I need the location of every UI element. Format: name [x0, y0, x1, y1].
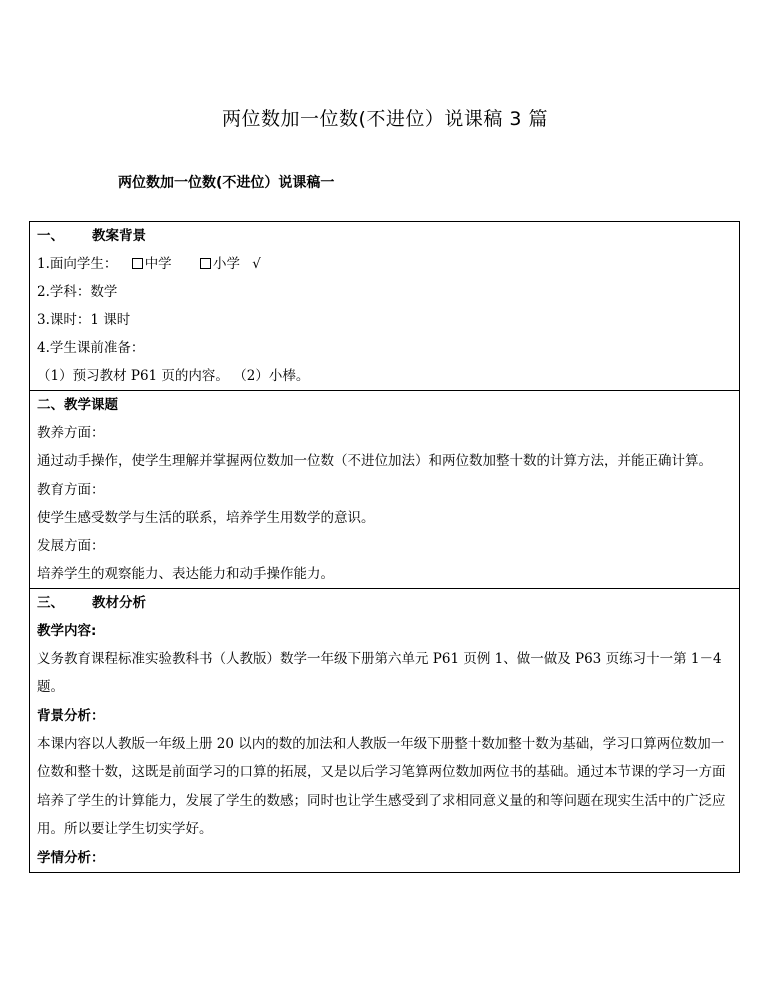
section-number: 一、 — [37, 228, 64, 244]
learning-label: 学情分析： — [37, 849, 105, 866]
section-analysis — [30, 588, 739, 872]
content-label: 教学内容: — [37, 622, 97, 639]
section-topic — [30, 390, 739, 588]
section-number: 三、 — [37, 594, 64, 611]
section-heading: 二、教学课题 — [37, 397, 118, 413]
background-label: 背景分析： — [37, 707, 105, 724]
option-middle-school[interactable] — [132, 256, 172, 272]
section-heading — [37, 589, 731, 617]
students-row — [37, 250, 731, 278]
option-primary-school[interactable] — [200, 256, 240, 272]
document-title: 两位数加一位数(不进位）说课稿 3 篇 — [221, 108, 549, 130]
checkbox-primary-school[interactable] — [200, 258, 211, 269]
option-middle-label: 中学 — [144, 256, 172, 272]
teach-text: 通过动手操作，使学生理解并掌握两位数加一位数（不进位加法）和两位数加整十数的计算方法，并能正确计算。 — [37, 453, 712, 469]
students-label: 1.面向学生： — [37, 256, 118, 272]
edu-text: 使学生感受数学与生活的联系，培养学生用数学的意识。 — [37, 509, 375, 526]
checkbox-middle-school[interactable] — [132, 258, 143, 269]
option-primary-label: 小学 — [212, 256, 240, 272]
edu-label: 教育方面： — [37, 481, 105, 498]
dev-label: 发展方面： — [37, 537, 105, 554]
section-title: 教案背景 — [92, 228, 146, 244]
dev-text: 培养学生的观察能力、表达能力和动手操作能力。 — [37, 565, 334, 582]
lesson-table — [29, 221, 740, 873]
subject-row: 2.学科：数学 — [37, 284, 118, 300]
background-text: 本课内容以人教版一年级上册 20 以内的数的加法和人教版一年级下册整十数加整十数为基础，学习口算两位数加一位数和整十数，这既是前面学习的口算的拓展，又是以后学习笔算两位数加两位书的基础。通过本节课的学习一方面培养了学生的计算能力，发展了学生的数感；同时也让学生感受到了求相同意义量的和等问题在现实生活中的广泛应用。所以要让学生切实学好。 — [37, 735, 726, 837]
period-row: 3.课时：1 课时 — [37, 312, 131, 328]
teach-label: 教养方面： — [37, 425, 105, 441]
section-background — [30, 222, 739, 390]
document-subtitle: 两位数加一位数(不进位）说课稿一 — [118, 175, 335, 191]
section-heading — [37, 222, 731, 250]
prep-items-row: （1）预习教材 P61 页的内容。 （2）小棒。 — [37, 368, 310, 384]
section-title: 教材分析 — [92, 594, 146, 611]
prep-row: 4.学生课前准备： — [37, 340, 145, 356]
checkmark-icon: √ — [252, 256, 261, 272]
content-text: 义务教育课程标准实验教科书（人教版）数学一年级下册第六单元 P61 页例 1、做一做及 P63 页练习十一第 1－4 题。 — [37, 650, 722, 695]
